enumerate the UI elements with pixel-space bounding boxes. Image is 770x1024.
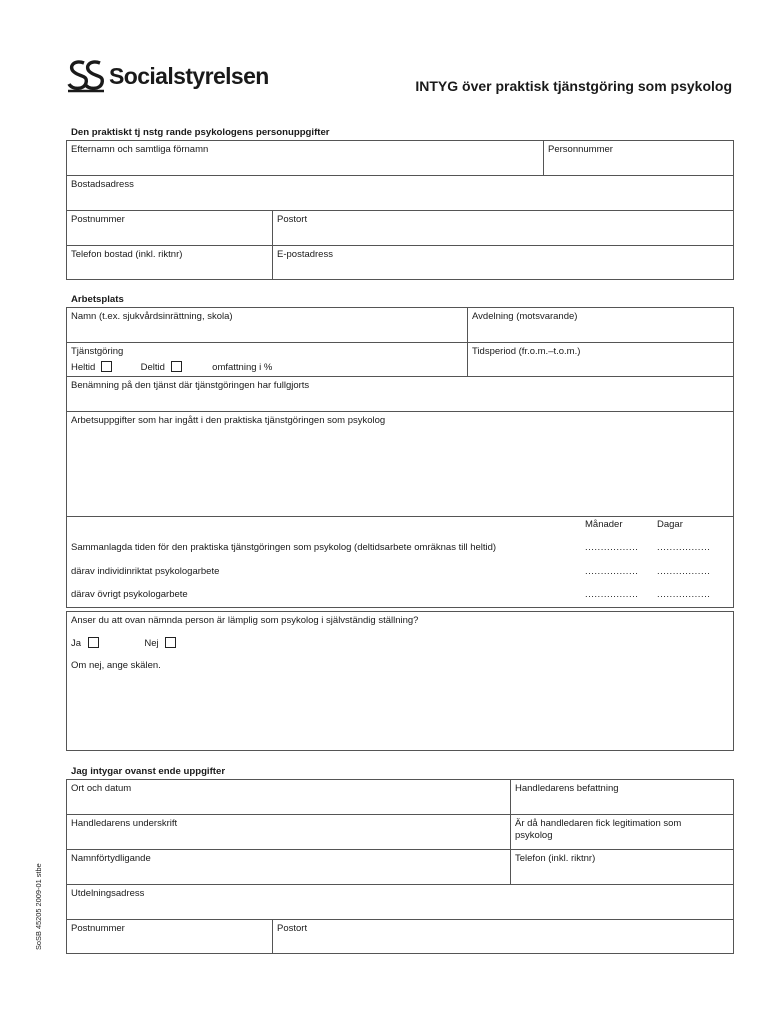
address-label: Bostadsadress [71, 179, 134, 190]
reasons-label: Om nej, ange skälen. [71, 660, 161, 671]
certify-zip-label: Postnummer [71, 923, 125, 934]
reasons-field[interactable] [67, 674, 733, 750]
tasks-label: Arbetsuppgifter som har ingått i den praktiska tjänstgöringen som psykolog [71, 415, 386, 426]
row-tasks [67, 412, 733, 517]
yes-checkbox[interactable] [88, 637, 99, 648]
parttime-label: Deltid [140, 362, 165, 373]
row-zip [67, 211, 733, 246]
city-field[interactable] [272, 211, 733, 245]
supervisor-phone-field[interactable] [510, 850, 733, 884]
row-address [67, 176, 733, 211]
name-clarification-label: Namnförtydligande [71, 853, 151, 864]
other-work-label: därav övrigt psykologarbete [71, 589, 188, 600]
email-field[interactable] [272, 246, 733, 279]
socialstyrelsen-logo [66, 58, 269, 94]
workplace-box [66, 307, 734, 608]
name-clarification-field[interactable] [67, 850, 510, 884]
socialstyrelsen-emblem-icon [66, 59, 106, 93]
workplace-name-field[interactable] [67, 308, 467, 342]
legitimation-year-field[interactable] [510, 815, 733, 849]
assessment-box [66, 611, 734, 751]
phone-label: Telefon bostad (inkl. riktnr) [71, 249, 183, 260]
certify-zip-field[interactable] [67, 920, 272, 953]
tasks-field[interactable] [67, 412, 733, 516]
individual-work-label: därav individinriktat psykologarbete [71, 566, 220, 577]
row-place-date [67, 780, 733, 815]
individual-months-field[interactable]: ................. [585, 566, 639, 577]
zip-label: Postnummer [71, 214, 125, 225]
section-title-workplace: Arbetsplats [71, 294, 124, 305]
row-certify-zip [67, 920, 733, 953]
form-code: SoSB 45205 2009-01 stbe [34, 863, 43, 950]
ssn-label: Personnummer [548, 144, 613, 155]
parttime-checkbox[interactable] [171, 361, 182, 372]
surname-label: Efternamn och samtliga förnamn [71, 144, 209, 155]
ssn-field[interactable] [543, 141, 733, 175]
service-options [71, 361, 272, 373]
total-days-field[interactable]: ................. [657, 542, 711, 553]
no-checkbox[interactable] [165, 637, 176, 648]
fulltime-checkbox[interactable] [101, 361, 112, 372]
document-title: INTYG över praktisk tjänstgöring som psykolog [415, 78, 732, 94]
service-field [67, 343, 467, 376]
total-months-field[interactable]: ................. [585, 542, 639, 553]
suitability-options [71, 637, 176, 649]
row-delivery-address [67, 885, 733, 920]
fulltime-label: Heltid [71, 362, 96, 373]
certify-city-label: Postort [277, 923, 308, 934]
total-time-label: Sammanlagda tiden för den praktiska tjänstgöringen som psykolog (deltidsarbete omräknas till heltid) [71, 542, 497, 553]
personal-data-box [66, 140, 734, 280]
period-field[interactable] [467, 343, 733, 376]
supervisor-position-field[interactable] [510, 780, 733, 814]
phone-field[interactable] [67, 246, 272, 279]
no-label: Nej [144, 638, 159, 649]
row-name-clarification [67, 850, 733, 885]
row-name [67, 141, 733, 176]
extent-label: omfattning i % [212, 362, 273, 373]
surname-field[interactable] [67, 141, 543, 175]
certify-box [66, 779, 734, 954]
workplace-name-label: Namn (t.ex. sjukvårdsinrättning, skola) [71, 311, 233, 322]
signature-field[interactable] [67, 815, 510, 849]
position-field[interactable] [67, 377, 733, 411]
department-field[interactable] [467, 308, 733, 342]
place-date-field[interactable] [67, 780, 510, 814]
other-days-field[interactable]: ................. [657, 589, 711, 600]
zip-field[interactable] [67, 211, 272, 245]
row-time-summary [67, 517, 733, 607]
section-title-certify: Jag intygar ovanst ende uppgifter [71, 766, 226, 777]
logo-wordmark: Socialstyrelsen [109, 62, 269, 89]
email-label: E-postadress [277, 249, 333, 260]
place-date-label: Ort och datum [71, 783, 132, 794]
row-position [67, 377, 733, 412]
row-service [67, 343, 733, 377]
period-label: Tidsperiod (fr.o.m.–t.o.m.) [472, 346, 581, 357]
row-signature [67, 815, 733, 850]
other-months-field[interactable]: ................. [585, 589, 639, 600]
individual-days-field[interactable]: ................. [657, 566, 711, 577]
position-label: Benämning på den tjänst där tjänstgöringen har fullgjorts [71, 380, 310, 391]
address-field[interactable] [67, 176, 733, 210]
service-label: Tjänstgöring [71, 346, 124, 357]
legitimation-label: Är då handledaren fick legitimation som psykolog [515, 818, 682, 841]
row-contact [67, 246, 733, 279]
months-header: Månader [585, 519, 623, 530]
delivery-address-field[interactable] [67, 885, 733, 919]
suitability-question: Anser du att ovan nämnda person är lämplig som psykolog i självständig ställning? [71, 615, 419, 626]
days-header: Dagar [657, 519, 683, 530]
row-workplace-name [67, 308, 733, 343]
city-label: Postort [277, 214, 308, 225]
section-title-personal-data: Den praktiskt tj nstg rande psykologens personuppgifter [71, 127, 330, 138]
supervisor-phone-label: Telefon (inkl. riktnr) [515, 853, 596, 864]
signature-label: Handledarens underskrift [71, 818, 178, 829]
department-label: Avdelning (motsvarande) [472, 311, 578, 322]
yes-label: Ja [71, 638, 82, 649]
certify-city-field[interactable] [272, 920, 733, 953]
supervisor-position-label: Handledarens befattning [515, 783, 619, 794]
delivery-address-label: Utdelningsadress [71, 888, 145, 899]
